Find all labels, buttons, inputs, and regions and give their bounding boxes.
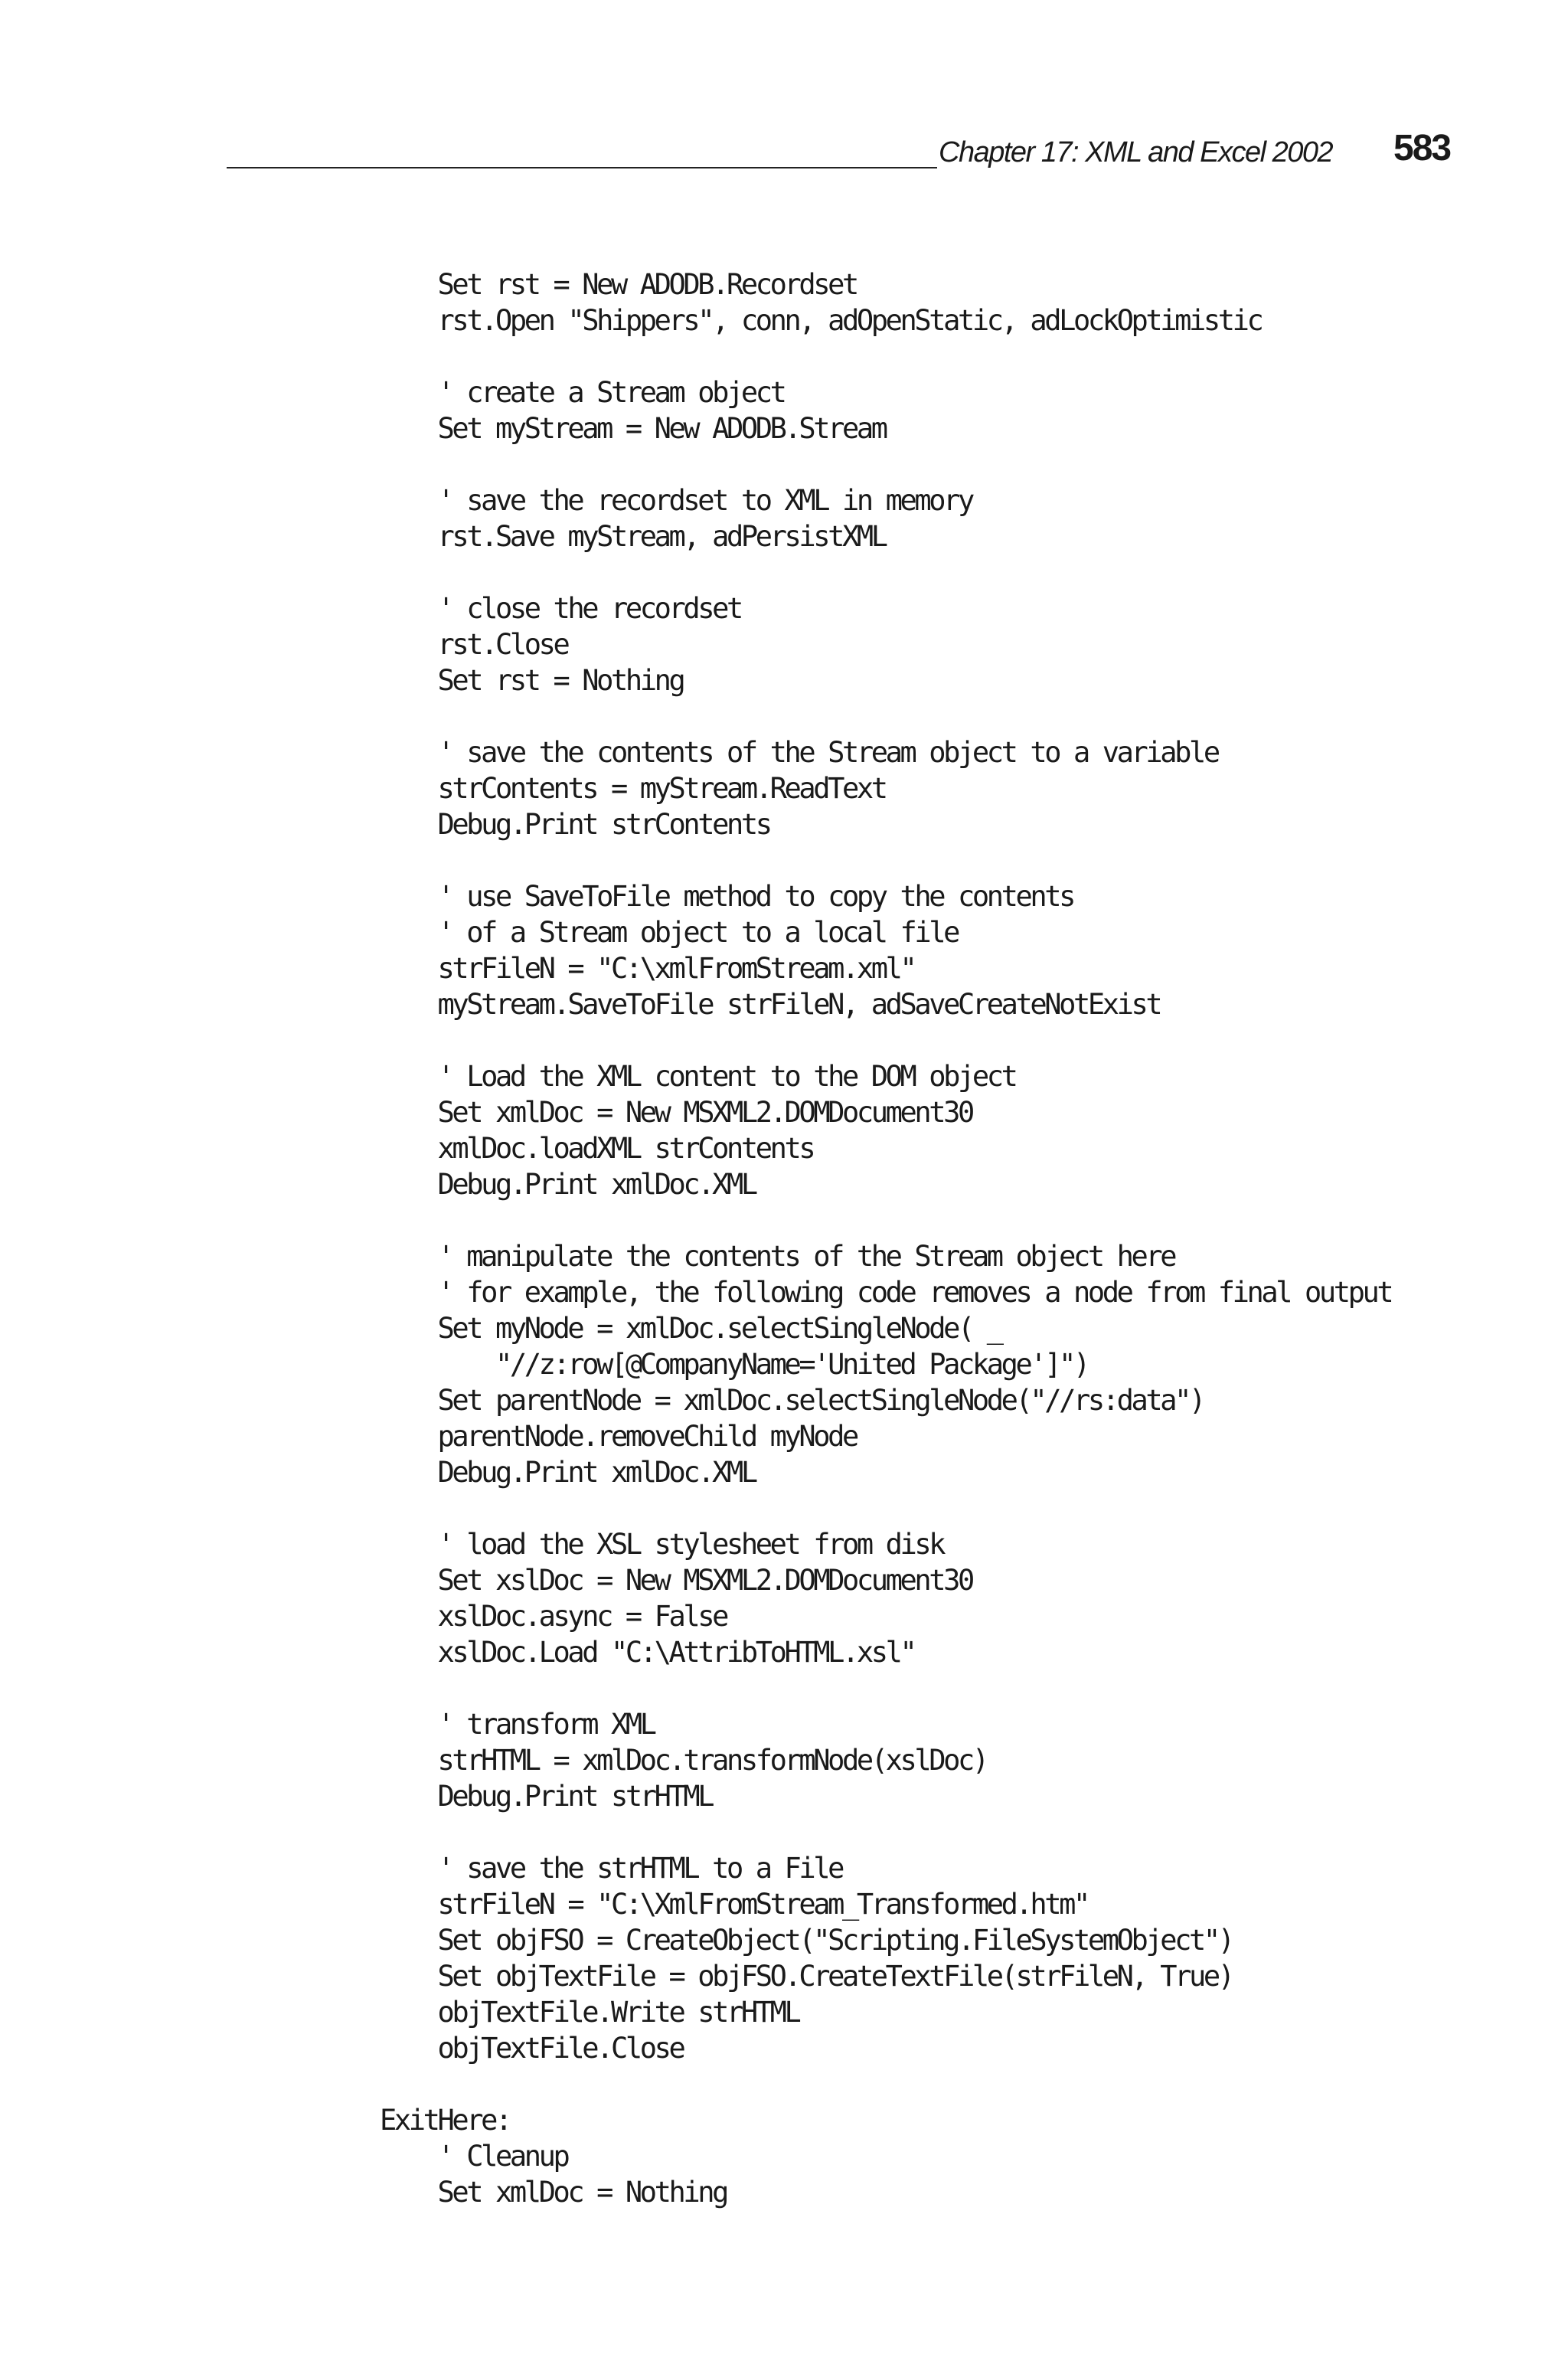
code-line: ' create a Stream object (380, 376, 785, 409)
code-line (380, 2066, 1513, 2102)
code-line (380, 1490, 1513, 1526)
code-line: ' Cleanup (380, 2140, 568, 2173)
code-line: Debug.Print xmlDoc.XML (380, 1456, 756, 1489)
code-line: Set objFSO = CreateObject("Scripting.FileSystemObject") (380, 1924, 1233, 1957)
code-line: Set rst = New ADODB.Recordset (380, 268, 857, 301)
code-line: ' use SaveToFile method to copy the contents (380, 880, 1074, 913)
code-line: "//z:row[@CompanyName='United Package']") (380, 1348, 1088, 1381)
code-line: Debug.Print strContents (380, 808, 770, 841)
code-line: Set parentNode = xmlDoc.selectSingleNode("//rs:data") (380, 1384, 1204, 1417)
code-line: ' save the contents of the Stream object to a variable (380, 736, 1218, 769)
code-line: strHTML = xmlDoc.transformNode(xslDoc) (380, 1744, 987, 1777)
code-line (380, 446, 1513, 482)
code-line: ' save the strHTML to a File (380, 1852, 843, 1885)
code-line: Set rst = Nothing (380, 664, 684, 697)
code-line: parentNode.removeChild myNode (380, 1420, 857, 1453)
code-line (380, 1202, 1513, 1238)
code-line (380, 1814, 1513, 1850)
code-line (380, 1022, 1513, 1058)
code-line: xslDoc.async = False (380, 1600, 727, 1633)
code-line (380, 842, 1513, 878)
code-line: Set xslDoc = New MSXML2.DOMDocument30 (380, 1564, 972, 1597)
code-line: strFileN = "C:\xmlFromStream.xml" (380, 952, 915, 985)
code-line: ' close the recordset (380, 592, 741, 625)
header-rule (227, 167, 937, 168)
code-line: Set myNode = xmlDoc.selectSingleNode( _ (380, 1312, 1001, 1345)
code-line: Debug.Print xmlDoc.XML (380, 1168, 756, 1201)
code-line: ' save the recordset to XML in memory (380, 484, 972, 517)
code-line: xmlDoc.loadXML strContents (380, 1132, 814, 1165)
code-line: objTextFile.Write strHTML (380, 1996, 799, 2029)
code-line: ' load the XSL stylesheet from disk (380, 1528, 944, 1561)
code-line (380, 1670, 1513, 1706)
code-line: myStream.SaveToFile strFileN, adSaveCreateNotExist (380, 988, 1161, 1021)
code-line: strFileN = "C:\XmlFromStream_Transformed.htm" (380, 1888, 1088, 1921)
code-line (380, 554, 1513, 590)
code-listing (380, 267, 1513, 2210)
code-line (380, 338, 1513, 374)
code-line: ExitHere: (380, 2104, 510, 2137)
code-line: rst.Open "Shippers", conn, adOpenStatic, adLockOptimistic (380, 304, 1262, 337)
chapter-title: Chapter 17: XML and Excel 2002 (939, 136, 1333, 168)
code-line: ' Load the XML content to the DOM object (380, 1060, 1016, 1093)
code-line: ' of a Stream object to a local file (380, 916, 959, 949)
code-line: Debug.Print strHTML (380, 1780, 713, 1813)
code-line: objTextFile.Close (380, 2032, 684, 2065)
code-line: Set objTextFile = objFSO.CreateTextFile(strFileN, True) (380, 1960, 1233, 1993)
code-line: ' transform XML (380, 1708, 655, 1741)
code-line (380, 698, 1513, 734)
page-number: 583 (1393, 128, 1451, 168)
code-line: ' manipulate the contents of the Stream object here (380, 1240, 1175, 1273)
code-line: Set xmlDoc = Nothing (380, 2176, 727, 2209)
code-line: Set xmlDoc = New MSXML2.DOMDocument30 (380, 1096, 972, 1129)
code-line: rst.Close (380, 628, 568, 661)
code-line: rst.Save myStream, adPersistXML (380, 520, 886, 553)
code-line: xslDoc.Load "C:\AttribToHTML.xsl" (380, 1636, 915, 1669)
code-line: ' for example, the following code removes a node from final output (380, 1276, 1392, 1309)
page-header (227, 123, 1452, 168)
code-line: Set myStream = New ADODB.Stream (380, 412, 886, 445)
code-line: strContents = myStream.ReadText (380, 772, 886, 805)
